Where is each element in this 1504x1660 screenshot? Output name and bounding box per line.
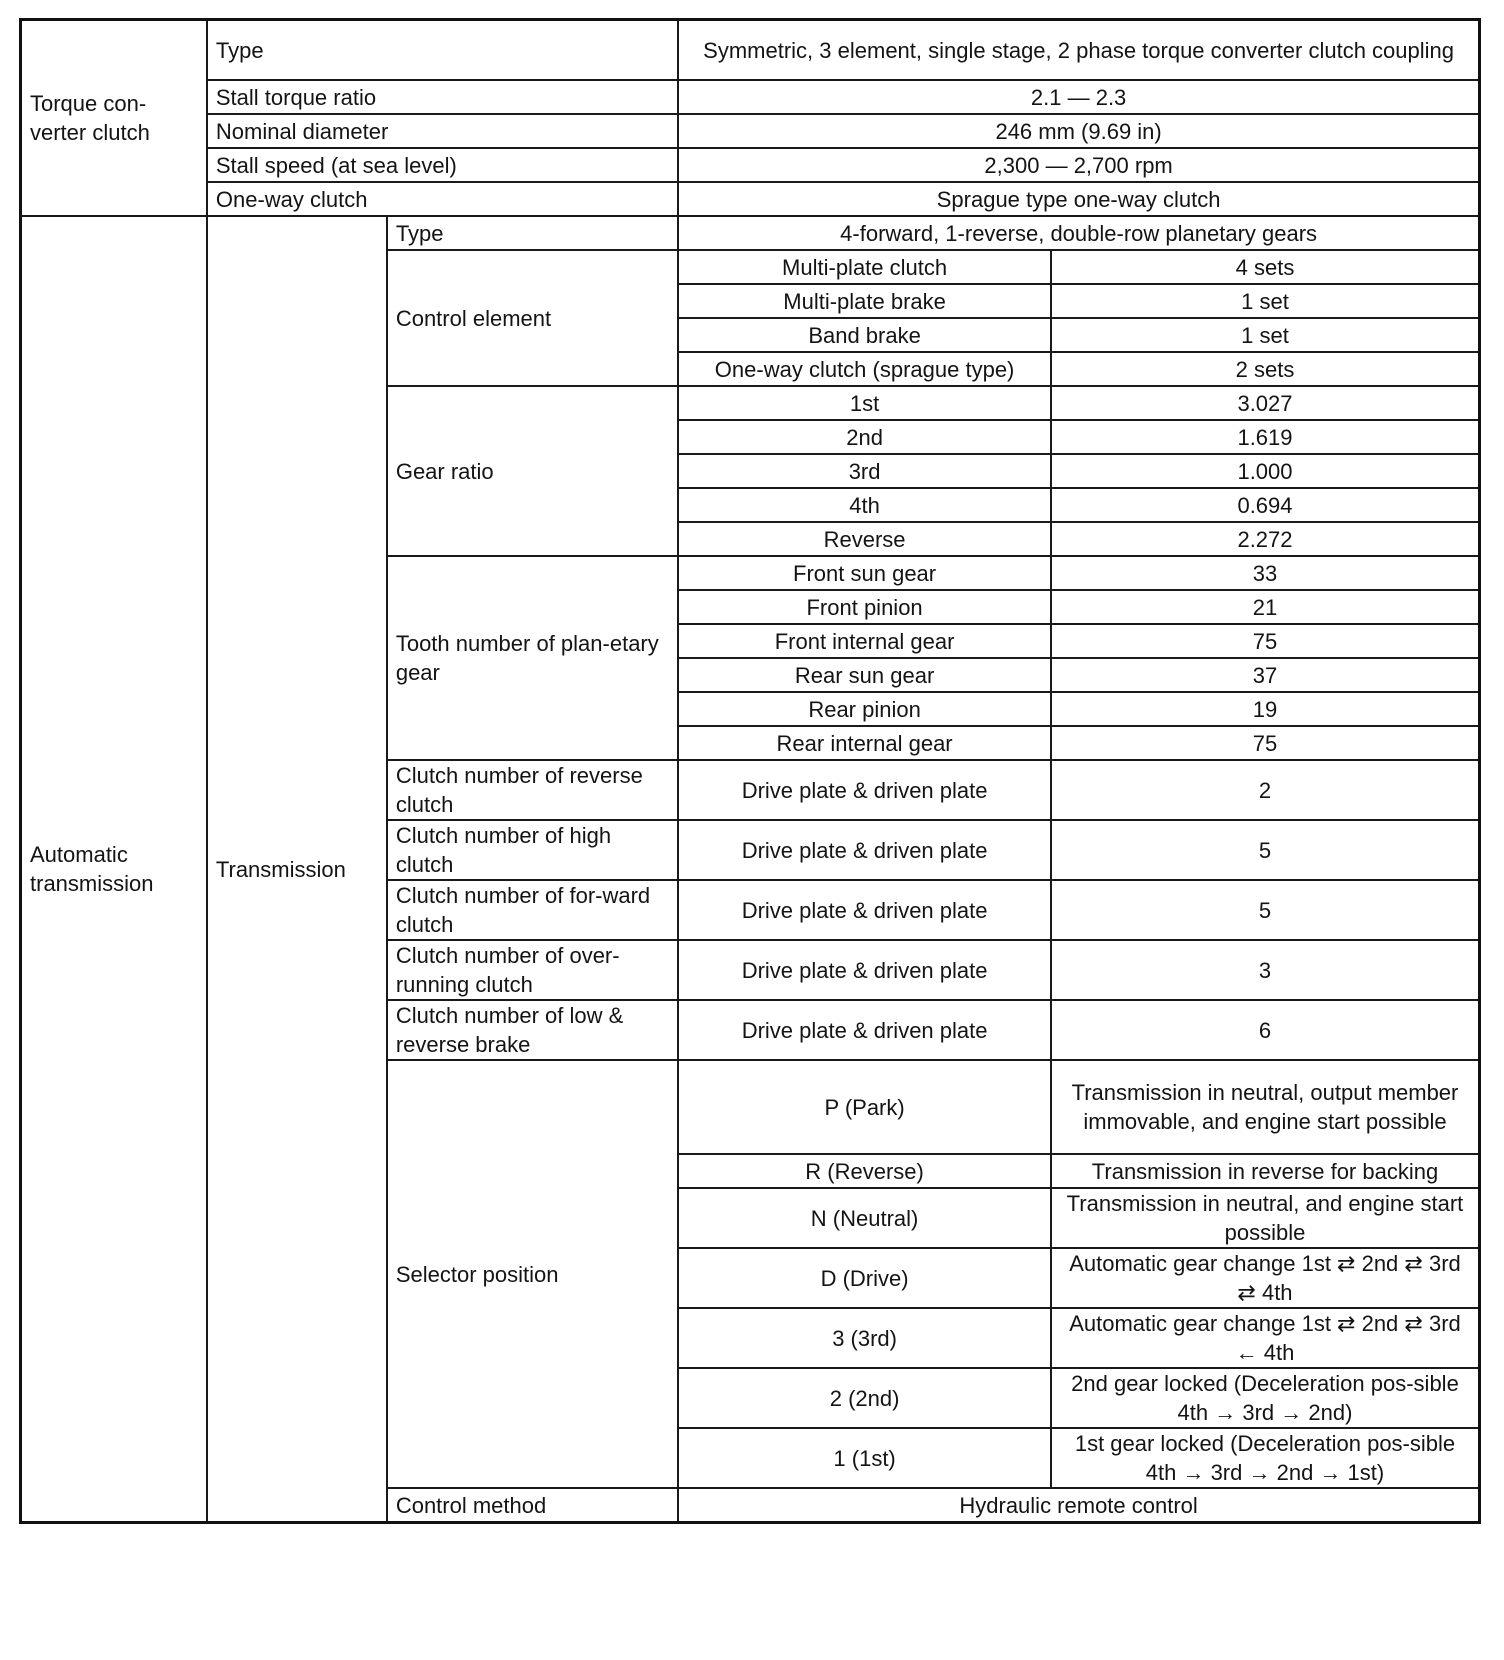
row-value: 2,300 — 2,700 rpm: [678, 148, 1479, 182]
row-item: Band brake: [678, 318, 1051, 352]
row-value: 6: [1051, 1000, 1480, 1060]
row-value: Transmission in neutral, output member immovable, and engine start possible: [1051, 1060, 1480, 1154]
row-value: Symmetric, 3 element, single stage, 2 phase torque converter clutch coupling: [678, 20, 1479, 81]
row-value: Sprague type one-way clutch: [678, 182, 1479, 216]
row-item: Front internal gear: [678, 624, 1051, 658]
row-label: Clutch number of over-running clutch: [387, 940, 678, 1000]
row-value: Transmission in neutral, and engine start possible: [1051, 1188, 1480, 1248]
row-item: Drive plate & driven plate: [678, 940, 1051, 1000]
row-label: Clutch number of for-ward clutch: [387, 880, 678, 940]
row-value: 1st gear locked (Deceleration pos-sible 4th → 3rd → 2nd → 1st): [1051, 1428, 1480, 1488]
row-value: Hydraulic remote control: [678, 1488, 1479, 1523]
row-value: 3.027: [1051, 386, 1480, 420]
specification-table: [19, 18, 1481, 1524]
group-label-tooth-number: Tooth number of plan-etary gear: [387, 556, 678, 760]
row-value: 0.694: [1051, 488, 1480, 522]
row-item: 2nd: [678, 420, 1051, 454]
row-label: Control method: [387, 1488, 678, 1523]
row-label: Clutch number of low & reverse brake: [387, 1000, 678, 1060]
group-label-gear-ratio: Gear ratio: [387, 386, 678, 556]
row-value: 2: [1051, 760, 1480, 820]
row-value: 75: [1051, 726, 1480, 760]
row-label: Clutch number of high clutch: [387, 820, 678, 880]
row-label: Nominal diameter: [207, 114, 678, 148]
group-label-control-element: Control element: [387, 250, 678, 386]
row-item: N (Neutral): [678, 1188, 1051, 1248]
row-value: 246 mm (9.69 in): [678, 114, 1479, 148]
row-item: Reverse: [678, 522, 1051, 556]
row-value: 4 sets: [1051, 250, 1480, 284]
row-item: Drive plate & driven plate: [678, 880, 1051, 940]
row-item: 3rd: [678, 454, 1051, 488]
row-value: Automatic gear change 1st ⇄ 2nd ⇄ 3rd ← 4th: [1051, 1308, 1480, 1368]
row-value: 1 set: [1051, 284, 1480, 318]
row-value: Transmission in reverse for backing: [1051, 1154, 1480, 1188]
row-value: 2.272: [1051, 522, 1480, 556]
row-item: Rear sun gear: [678, 658, 1051, 692]
row-label: Stall speed (at sea level): [207, 148, 678, 182]
row-label: One-way clutch: [207, 182, 678, 216]
row-item: Front sun gear: [678, 556, 1051, 590]
row-item: Drive plate & driven plate: [678, 760, 1051, 820]
group-label-selector-position: Selector position: [387, 1060, 678, 1488]
row-item: D (Drive): [678, 1248, 1051, 1308]
row-item: Rear internal gear: [678, 726, 1051, 760]
row-item: Multi-plate clutch: [678, 250, 1051, 284]
row-value: 21: [1051, 590, 1480, 624]
row-item: 1 (1st): [678, 1428, 1051, 1488]
row-item: 1st: [678, 386, 1051, 420]
row-label: Type: [207, 20, 678, 81]
row-value: 1 set: [1051, 318, 1480, 352]
row-value: 5: [1051, 820, 1480, 880]
row-item: R (Reverse): [678, 1154, 1051, 1188]
row-value: 1.000: [1051, 454, 1480, 488]
section-torque-converter: Torque con-verter clutch: [21, 20, 207, 217]
table-row: [21, 80, 1480, 114]
row-value: 75: [1051, 624, 1480, 658]
section-automatic-transmission: Automatic transmission: [21, 216, 207, 1523]
row-label: Clutch number of reverse clutch: [387, 760, 678, 820]
row-value: Automatic gear change 1st ⇄ 2nd ⇄ 3rd ⇄ 4th: [1051, 1248, 1480, 1308]
row-item: Rear pinion: [678, 692, 1051, 726]
row-item: 3 (3rd): [678, 1308, 1051, 1368]
row-item: Drive plate & driven plate: [678, 1000, 1051, 1060]
row-label: Type: [387, 216, 678, 250]
table-row: [21, 216, 1480, 250]
row-value: 2 sets: [1051, 352, 1480, 386]
table-row: [21, 182, 1480, 216]
row-item: 4th: [678, 488, 1051, 522]
row-value: 5: [1051, 880, 1480, 940]
table-row: [21, 148, 1480, 182]
row-item: Front pinion: [678, 590, 1051, 624]
row-value: 1.619: [1051, 420, 1480, 454]
row-item: One-way clutch (sprague type): [678, 352, 1051, 386]
row-value: 37: [1051, 658, 1480, 692]
table-row: [21, 20, 1480, 81]
row-item: Multi-plate brake: [678, 284, 1051, 318]
spec-sheet: [19, 18, 1481, 1524]
row-value: 2nd gear locked (Deceleration pos-sible 4th → 3rd → 2nd): [1051, 1368, 1480, 1428]
row-label: Stall torque ratio: [207, 80, 678, 114]
row-value: 3: [1051, 940, 1480, 1000]
row-value: 33: [1051, 556, 1480, 590]
table-row: [21, 114, 1480, 148]
row-item: Drive plate & driven plate: [678, 820, 1051, 880]
row-value: 2.1 — 2.3: [678, 80, 1479, 114]
subsection-transmission: Transmission: [207, 216, 387, 1523]
row-value: 19: [1051, 692, 1480, 726]
row-item: 2 (2nd): [678, 1368, 1051, 1428]
row-item: P (Park): [678, 1060, 1051, 1154]
row-value: 4-forward, 1-reverse, double-row planetary gears: [678, 216, 1479, 250]
